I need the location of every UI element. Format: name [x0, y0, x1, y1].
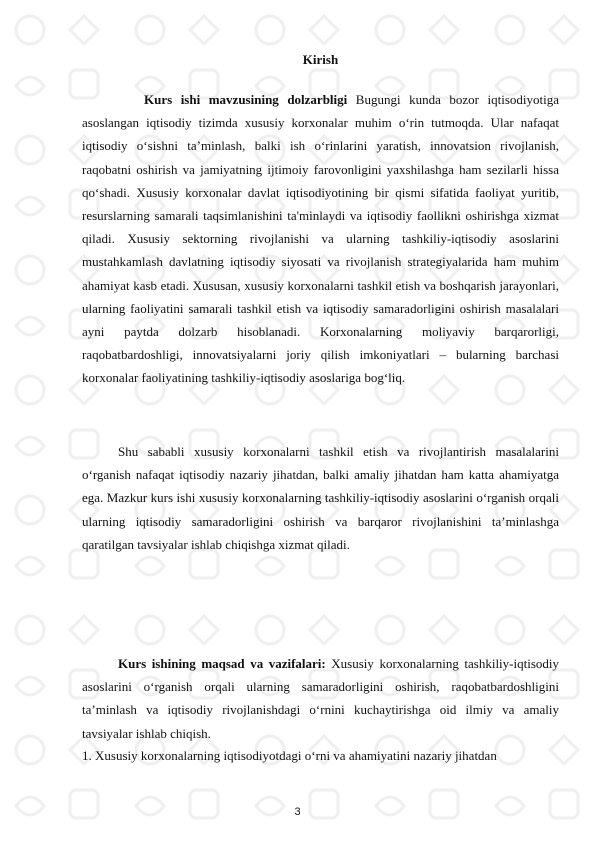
tasks-list-item-1: 1. Xususiy korxonalarning iqtisodiyotdagi o‘rni va ahamiyatini nazariy jihatdan [82, 748, 497, 763]
goals-heading: Kurs ishining maqsad va vazifalari: [118, 656, 326, 671]
goals-text: Xususiy korxonalarning tashkiliy-iqtisodiy asoslarini o‘rganish orqali ularning samaradorligini oshirish, raqobatbardoshligini ta’minlash va iqtisodiy rivojlanishdagi o‘rnini kuchaytirishga oid ilmiy va amaliy tavsiyalar ishlab chiqish. [82, 656, 560, 741]
goals-paragraph [82, 652, 559, 745]
relevance-text: Bugungi kunda bozor iqtisodiyotiga asoslangan iqtisodiy tizimda xususiy korxonalar muhim o‘rin tutmoqda. Ular nafaqat iqtisodiy o‘sishni ta’minlash, balki ish o‘rinlarini yaratish, innovatsion rivojlanish, raqobatni oshirish va jamiyatning ijtimoiy farovonligini yaxshilashga ham sezilarli hissa qo‘shadi. Xususiy korxonalar davlat iqtisodiyotining bir qismi sifatida faoliyat yuritib, resurslarning samarali taqsimlanishini ta'minlaydi va iqtisodiy faollikni oshirishga xizmat qiladi. Xususiy sektorning rivojlanishi va ularning tashkiliy-iqtisodiy asoslarini mustahkamlash davlatning iqtisodiy siyosati va rivojlanish strategiyalarida ham muhim ahamiyat kasb etadi. Xususan, xususiy korxonalarni tashkil etish va boshqarish jarayonlari, ularning faoliyatini samarali tashkil etish va iqtisodiy samaradorligini oshirish masalalari ayni paytda dolzarb hisoblanadi. Korxonalarning moliyaviy barqarorligi, raqobatbardoshligi, innovatsiyalarni joriy qilish imkoniyatlari – bularning barchasi korxonalar faoliyatining tashkiliy-iqtisodiy asoslariga bog‘liq. [82, 92, 559, 386]
page-title: Kirish [302, 52, 339, 67]
significance-paragraph: Shu sababli xususiy korxonalarni tashkil etish va rivojlantirish masalalarini o‘rganish nafaqat iqtisodiy nazariy jihatdan, balki amaliy jihatdan ham katta ahamiyatga ega. Mazkur kurs ishi xususiy korxonalarning tashkiliy-iqtisodiy asoslarini o‘rganish orqali ularning iqtisodiy samaradorligini oshirish va barqaror rivojlanishini ta’minlashga qaratilgan tavsiyalar ishlab chiqishga xizmat qiladi. [82, 444, 559, 552]
relevance-paragraph [82, 88, 559, 390]
relevance-heading: Kurs ishi mavzusining dolzarbligi [144, 92, 348, 107]
page-number: 3 [294, 806, 301, 818]
